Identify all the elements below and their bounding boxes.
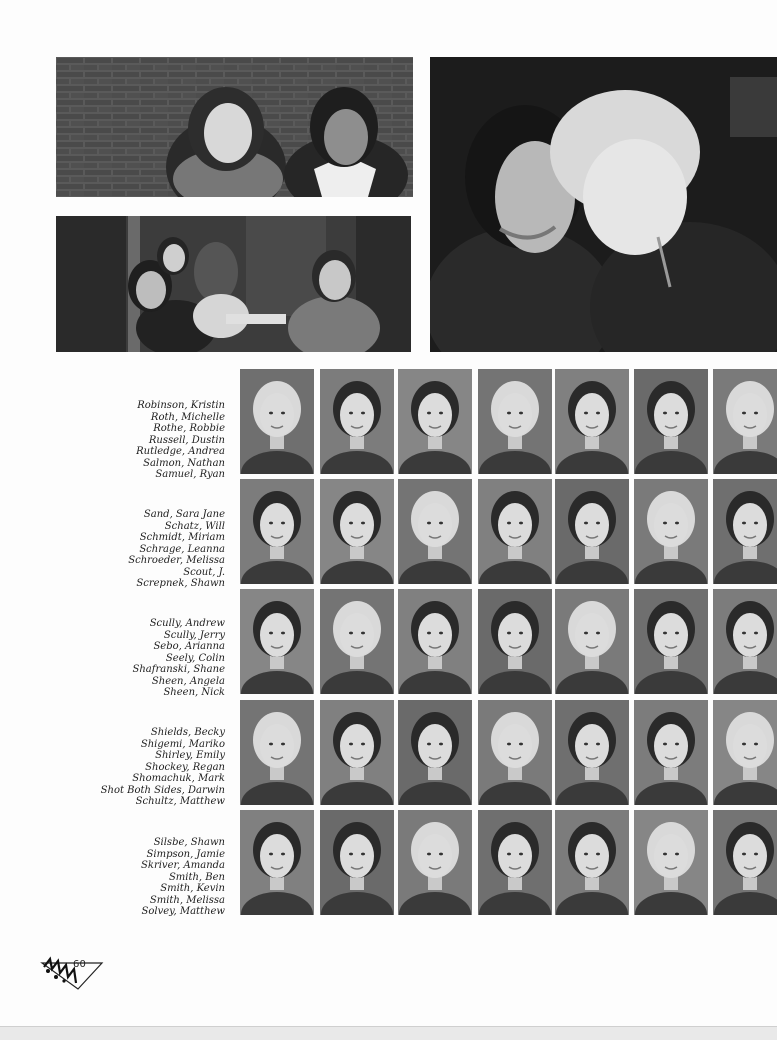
student-portrait bbox=[555, 479, 629, 584]
student-portrait bbox=[634, 369, 708, 474]
student-name: Sheen, Angela bbox=[151, 675, 225, 687]
student-portrait bbox=[713, 479, 777, 584]
photo-icon bbox=[56, 57, 413, 197]
portrait-photo-icon bbox=[478, 810, 552, 915]
student-name: Shafranski, Shane bbox=[132, 664, 225, 675]
portrait-photo-icon bbox=[555, 369, 629, 474]
student-name: Schultz, Matthew bbox=[135, 796, 225, 807]
student-portrait bbox=[320, 589, 394, 694]
student-portrait bbox=[398, 589, 472, 694]
student-portrait bbox=[320, 810, 394, 915]
student-portrait bbox=[478, 700, 552, 805]
portrait-photo-icon bbox=[634, 700, 708, 805]
portrait-photo-icon bbox=[713, 810, 777, 915]
student-portrait bbox=[713, 589, 777, 694]
portrait-photo-icon bbox=[398, 700, 472, 805]
portrait-photo-icon bbox=[634, 810, 708, 915]
student-name: Rothe, Robbie bbox=[153, 423, 225, 434]
student-portrait bbox=[555, 589, 629, 694]
student-portrait bbox=[478, 479, 552, 584]
portrait-photo-icon bbox=[713, 700, 777, 805]
student-name: Scout, J. bbox=[183, 566, 225, 578]
student-portrait bbox=[713, 700, 777, 805]
student-portrait bbox=[634, 810, 708, 915]
candid-photo-two-girls-hugging bbox=[430, 57, 777, 352]
portrait-photo-icon bbox=[398, 589, 472, 694]
names-row-3 bbox=[25, 618, 225, 699]
student-name: Sebo, Arianna bbox=[153, 641, 225, 652]
student-name: Roth, Michelle bbox=[150, 411, 225, 423]
portrait-photo-icon bbox=[320, 589, 394, 694]
student-portrait bbox=[634, 700, 708, 805]
portrait-photo-icon bbox=[240, 589, 314, 694]
student-name: Shigemi, Mariko bbox=[140, 738, 225, 750]
portrait-photo-icon bbox=[240, 369, 314, 474]
candid-photo-students-at-table bbox=[56, 216, 411, 352]
portrait-photo-icon bbox=[240, 810, 314, 915]
student-name: Samuel, Ryan bbox=[155, 469, 225, 480]
student-name: Sheen, Nick bbox=[163, 687, 225, 698]
student-name: Scully, Jerry bbox=[163, 629, 225, 641]
student-name: Smith, Ben bbox=[168, 871, 225, 883]
student-name: Rutledge, Andrea bbox=[136, 446, 225, 457]
portrait-photo-icon bbox=[555, 810, 629, 915]
student-portrait bbox=[478, 810, 552, 915]
student-name: Schatz, Will bbox=[164, 520, 225, 532]
student-name: Smith, Melissa bbox=[149, 894, 225, 906]
photo-icon bbox=[56, 216, 411, 352]
student-name: Schroeder, Melissa bbox=[128, 555, 225, 566]
student-portrait bbox=[398, 700, 472, 805]
student-name: Silsbe, Shawn bbox=[153, 837, 225, 848]
folio-emblem-icon bbox=[40, 955, 104, 991]
portrait-photo-icon bbox=[634, 479, 708, 584]
portrait-photo-icon bbox=[713, 589, 777, 694]
student-name: Schrage, Leanna bbox=[139, 543, 225, 555]
page-number: 60 bbox=[73, 959, 87, 970]
portrait-photo-icon bbox=[320, 369, 394, 474]
portrait-photo-icon bbox=[478, 700, 552, 805]
student-name: Sand, Sara Jane bbox=[143, 509, 225, 520]
student-portrait bbox=[240, 700, 314, 805]
student-name: Scully, Andrew bbox=[149, 618, 225, 629]
student-name: Shot Both Sides, Darwin bbox=[100, 784, 225, 796]
student-name: Robinson, Kristin bbox=[137, 400, 225, 411]
student-portrait bbox=[320, 369, 394, 474]
portrait-photo-icon bbox=[240, 700, 314, 805]
student-portrait bbox=[478, 369, 552, 474]
student-name: Skriver, Amanda bbox=[141, 860, 225, 871]
student-name: Shields, Becky bbox=[150, 727, 225, 738]
student-portrait bbox=[713, 810, 777, 915]
portrait-photo-icon bbox=[713, 479, 777, 584]
student-portrait bbox=[240, 810, 314, 915]
student-name: Simpson, Jamie bbox=[146, 848, 225, 860]
student-portrait bbox=[398, 479, 472, 584]
portrait-photo-icon bbox=[398, 810, 472, 915]
student-portrait bbox=[713, 369, 777, 474]
student-portrait bbox=[555, 369, 629, 474]
photo-icon bbox=[430, 57, 777, 352]
portrait-photo-icon bbox=[634, 589, 708, 694]
names-row-2 bbox=[25, 509, 225, 590]
student-portrait bbox=[634, 589, 708, 694]
student-portrait bbox=[398, 369, 472, 474]
portrait-photo-icon bbox=[478, 589, 552, 694]
names-row-4 bbox=[25, 727, 225, 808]
student-name: Schmidt, Miriam bbox=[139, 532, 225, 543]
portrait-photo-icon bbox=[398, 479, 472, 584]
student-portrait bbox=[555, 810, 629, 915]
student-name: Screpnek, Shawn bbox=[136, 578, 225, 589]
student-portrait bbox=[555, 700, 629, 805]
portrait-photo-icon bbox=[555, 589, 629, 694]
portrait-photo-icon bbox=[634, 369, 708, 474]
portrait-photo-icon bbox=[320, 479, 394, 584]
student-name: Russell, Dustin bbox=[148, 434, 225, 446]
student-portrait bbox=[478, 589, 552, 694]
portrait-photo-icon bbox=[320, 700, 394, 805]
student-portrait bbox=[240, 589, 314, 694]
student-portrait bbox=[320, 700, 394, 805]
candid-photo-two-girls-brick-wall bbox=[56, 57, 413, 197]
portrait-photo-icon bbox=[478, 369, 552, 474]
student-name: Shomachuk, Mark bbox=[132, 773, 225, 784]
student-portrait bbox=[320, 479, 394, 584]
portrait-photo-icon bbox=[320, 810, 394, 915]
portrait-photo-icon bbox=[555, 700, 629, 805]
student-portrait bbox=[398, 810, 472, 915]
student-portrait bbox=[634, 479, 708, 584]
page-folio bbox=[40, 955, 104, 991]
portrait-photo-icon bbox=[478, 479, 552, 584]
names-row-1 bbox=[25, 400, 225, 481]
portrait-photo-icon bbox=[713, 369, 777, 474]
student-portrait bbox=[240, 479, 314, 584]
student-name: Solvey, Matthew bbox=[141, 906, 225, 917]
portrait-photo-icon bbox=[555, 479, 629, 584]
names-row-5 bbox=[25, 837, 225, 918]
student-name: Smith, Kevin bbox=[160, 883, 225, 894]
student-name: Shockey, Regan bbox=[145, 761, 225, 773]
student-name: Shirley, Emily bbox=[155, 750, 225, 761]
student-name: Salmon, Nathan bbox=[143, 457, 225, 469]
page-edge bbox=[0, 1026, 777, 1040]
student-name: Seely, Colin bbox=[165, 652, 225, 664]
student-portrait bbox=[240, 369, 314, 474]
portrait-photo-icon bbox=[398, 369, 472, 474]
portrait-photo-icon bbox=[240, 479, 314, 584]
